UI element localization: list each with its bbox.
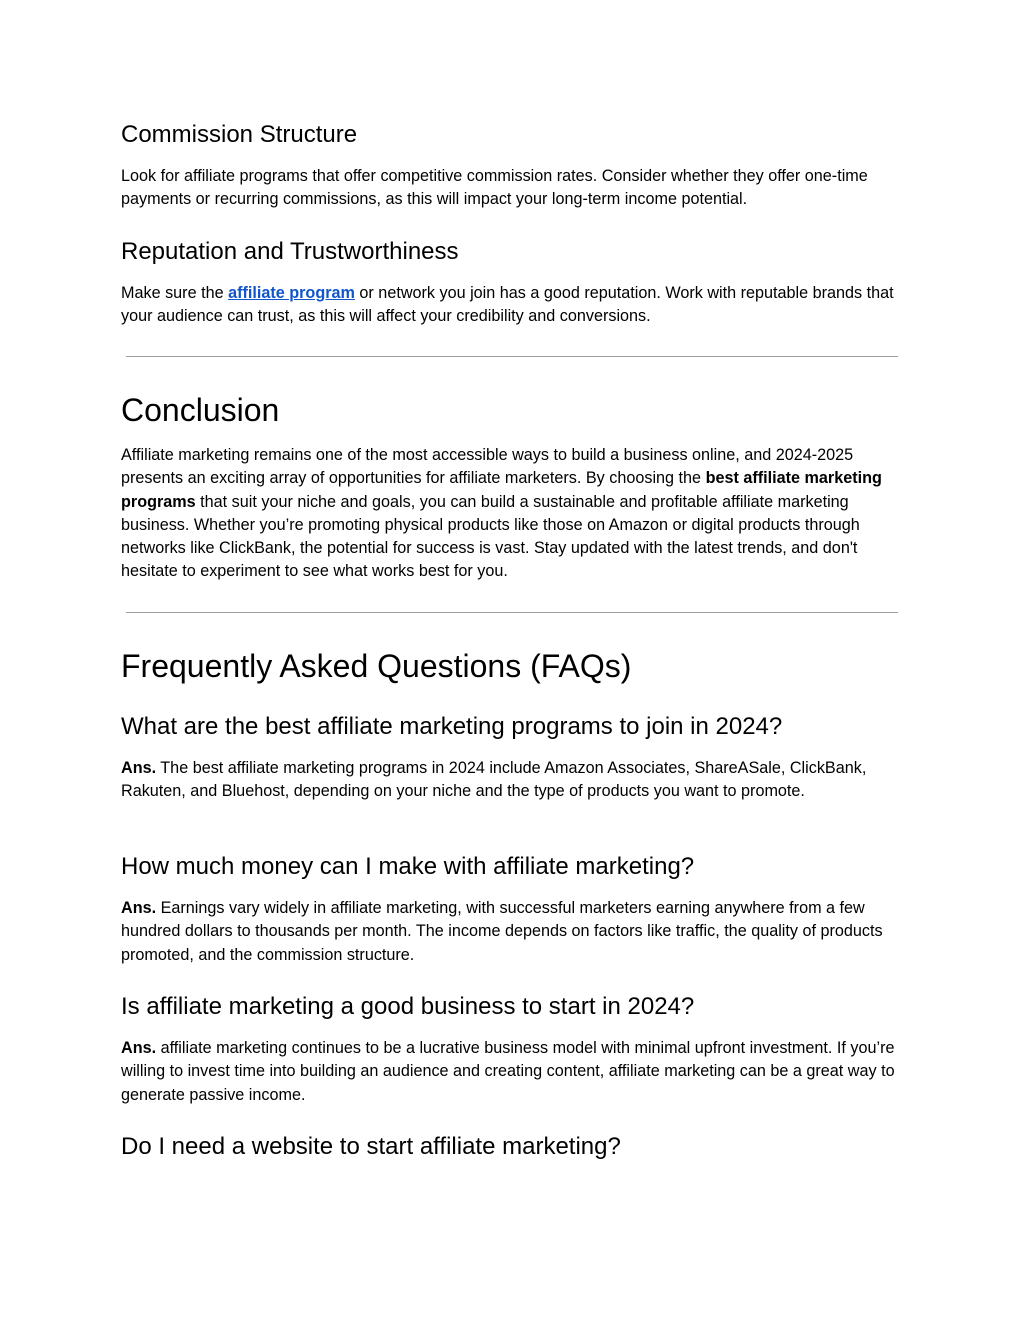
reputation-heading: Reputation and Trustworthiness <box>121 238 459 265</box>
faq-question-3: Is affiliate marketing a good business to start in 2024? <box>121 993 695 1020</box>
conclusion-paragraph <box>121 444 901 584</box>
faq-answer-text: Earnings vary widely in affiliate marketing, with successful marketers earning anywhere from a few hundred dollars to thousands per month. The income depends on factors like traffic, the quality of products promoted, and the commission structure. <box>121 899 883 964</box>
conclusion-text-before: Affiliate marketing remains one of the most accessible ways to build a business online, and 2024-2025 presents an exciting array of opportunities for affiliate marketers. By choosing the <box>121 446 854 488</box>
commission-heading: Commission Structure <box>121 121 358 148</box>
faq-answer-label: Ans. <box>121 759 157 777</box>
faq-answer-1 <box>121 757 901 804</box>
faq-answer-label: Ans. <box>121 899 157 917</box>
reputation-text-after: or network you join has a good reputation. Work with reputable brands that your audience can trust, as this will affect your credibility and conversions. <box>121 284 894 326</box>
faq-question-4: Do I need a website to start affiliate marketing? <box>121 1133 621 1160</box>
faq-question-1: What are the best affiliate marketing programs to join in 2024? <box>121 713 783 740</box>
conclusion-text-after: that suit your niche and goals, you can build a sustainable and profitable affiliate marketing business. Whether you’re promoting physical products like those on Amazon or digital products through networks like ClickBank, the potential for success is vast. Stay updated with the latest trends, and don't hesitate to experiment to see what works best for you. <box>121 492 860 581</box>
faq-answer-2 <box>121 897 901 967</box>
reputation-text-before: Make sure the <box>121 284 229 302</box>
commission-paragraph: Look for affiliate programs that offer competitive commission rates. Consider whether they offer one-time payments or recurring commissions, as this will impact your long-term income potential. <box>121 167 868 209</box>
section-divider <box>126 612 898 613</box>
affiliate-program-link[interactable]: affiliate program <box>228 284 355 302</box>
faq-answer-text: The best affiliate marketing programs in 2024 include Amazon Associates, ShareASale, ClickBank, Rakuten, and Bluehost, depending on your niche and the type of products you want to promote. <box>121 759 867 801</box>
conclusion-heading: Conclusion <box>121 392 280 428</box>
faqs-heading: Frequently Asked Questions (FAQs) <box>121 648 632 684</box>
faq-answer-text: affiliate marketing continues to be a lucrative business model with minimal upfront investment. If you’re willing to invest time into building an audience and creating content, affiliate marketing can be a great way to generate passive income. <box>121 1039 895 1104</box>
faq-question-2: How much money can I make with affiliate marketing? <box>121 853 695 880</box>
reputation-paragraph <box>121 282 901 329</box>
faq-answer-label: Ans. <box>121 1039 157 1057</box>
faq-answer-3 <box>121 1037 901 1107</box>
conclusion-bold-keyword: best affiliate marketing programs <box>121 469 882 511</box>
section-divider <box>126 356 898 357</box>
